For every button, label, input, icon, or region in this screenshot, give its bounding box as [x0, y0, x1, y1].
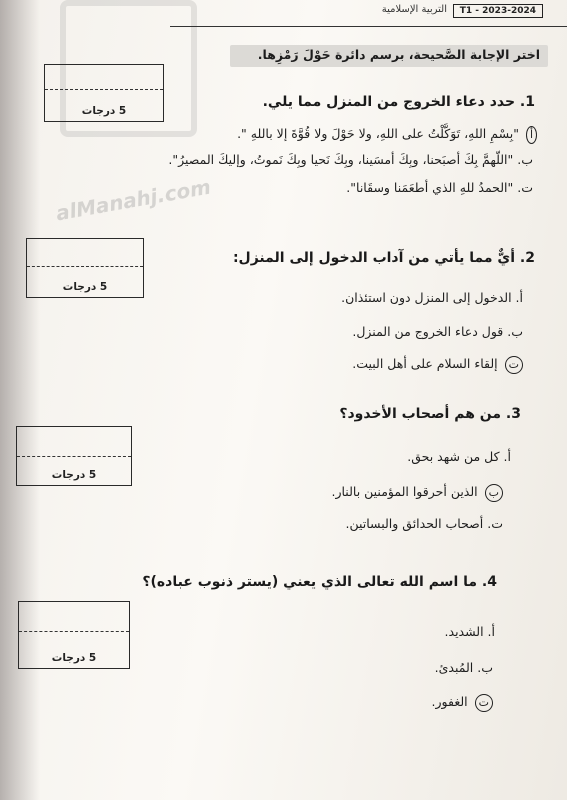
option-text: قول دعاء الخروج من المنزل. [352, 324, 504, 339]
option-letter: ت. [517, 180, 533, 195]
question-3: 3. من هم أصحاب الأخدود؟ [339, 406, 521, 422]
option-letter: ب. [517, 152, 533, 167]
instruction-banner: اختر الإجابة الصَّحيحة، برسم دائرة حَوْلَ رَمْزِها. [230, 45, 548, 67]
option-letter: ب. [477, 660, 493, 675]
question-4-option-c[interactable] [432, 694, 493, 712]
question-2: 2. أيٌّ مما يأتي من آداب الدخول إلى المنزل: [232, 250, 535, 266]
option-text: كل من شهد بحق. [407, 449, 500, 464]
selected-answer-circle: ب [485, 484, 503, 502]
question-4: 4. ما اسم الله تعالى الذي يعني (يستر ذنوب عباده)؟ [142, 574, 497, 590]
grade-box-q4 [18, 601, 130, 669]
selected-answer-circle: ت [505, 356, 523, 374]
option-letter: ب. [507, 324, 523, 339]
option-letter: ت. [487, 516, 503, 531]
option-text: المُبدئ. [434, 660, 474, 675]
question-2-option-b[interactable] [352, 324, 523, 339]
option-letter: أ. [487, 624, 495, 639]
grade-box-q1 [44, 64, 164, 122]
page-header [170, 0, 567, 27]
option-text: الغفور. [431, 694, 468, 709]
grade-box-divider [19, 631, 129, 632]
option-text: "بِسْمِ اللهِ، تَوَكَّلْتُ على اللهِ، ولا حَوْلَ ولا قُوَّةَ إلا باللهِ ". [237, 126, 519, 141]
option-text: الذين أحرقوا المؤمنين بالنار. [331, 484, 478, 499]
grade-box-q2 [26, 238, 144, 298]
term-badge: T1 - 2023-2024 [453, 4, 543, 18]
grade-label: 5 درجات [81, 105, 127, 117]
question-1-option-a[interactable] [237, 126, 537, 144]
question-1-option-b[interactable] [168, 152, 533, 167]
question-1: 1. حدد دعاء الخروج من المنزل مما يلي. [262, 94, 535, 110]
question-4-option-a[interactable] [445, 624, 495, 639]
option-text: إلقاء السلام على أهل البيت. [352, 356, 498, 371]
question-3-option-c[interactable] [346, 516, 504, 531]
header-subject: التربية الإسلامية [381, 4, 447, 15]
option-text: الدخول إلى المنزل دون استئذان. [341, 290, 512, 305]
grade-label: 5 درجات [51, 469, 97, 481]
option-text: "اللّهمَّ بِكَ أصبَحنا، وبِكَ أمسَينا، وبِكَ نَحيا وبِكَ نَموتُ، وإليكَ المصيرُ". [168, 152, 514, 167]
question-3-option-b[interactable] [331, 484, 503, 502]
question-4-option-b[interactable] [435, 660, 493, 675]
selected-answer-circle: ت [475, 694, 493, 712]
option-text: أصحاب الحدائق والبساتين. [345, 516, 484, 531]
watermark-text: alManahj.com [54, 174, 213, 226]
selected-answer-circle: أ [526, 126, 537, 144]
option-text: الشديد. [444, 624, 484, 639]
grade-box-divider [27, 266, 143, 267]
grade-box-q3 [16, 426, 132, 486]
grade-box-divider [45, 89, 163, 90]
question-1-option-c[interactable] [346, 180, 533, 195]
option-text: "الحمدُ للهِ الذي أطعَمَنا وسقَانا". [346, 180, 514, 195]
question-3-option-a[interactable] [407, 449, 511, 464]
question-2-option-a[interactable] [341, 290, 523, 305]
grade-box-divider [17, 456, 131, 457]
option-letter: أ. [503, 449, 511, 464]
question-2-option-c[interactable] [352, 356, 523, 374]
grade-label: 5 درجات [51, 652, 97, 664]
grade-label: 5 درجات [62, 281, 108, 293]
option-letter: أ. [515, 290, 523, 305]
page-shadow [0, 0, 40, 800]
